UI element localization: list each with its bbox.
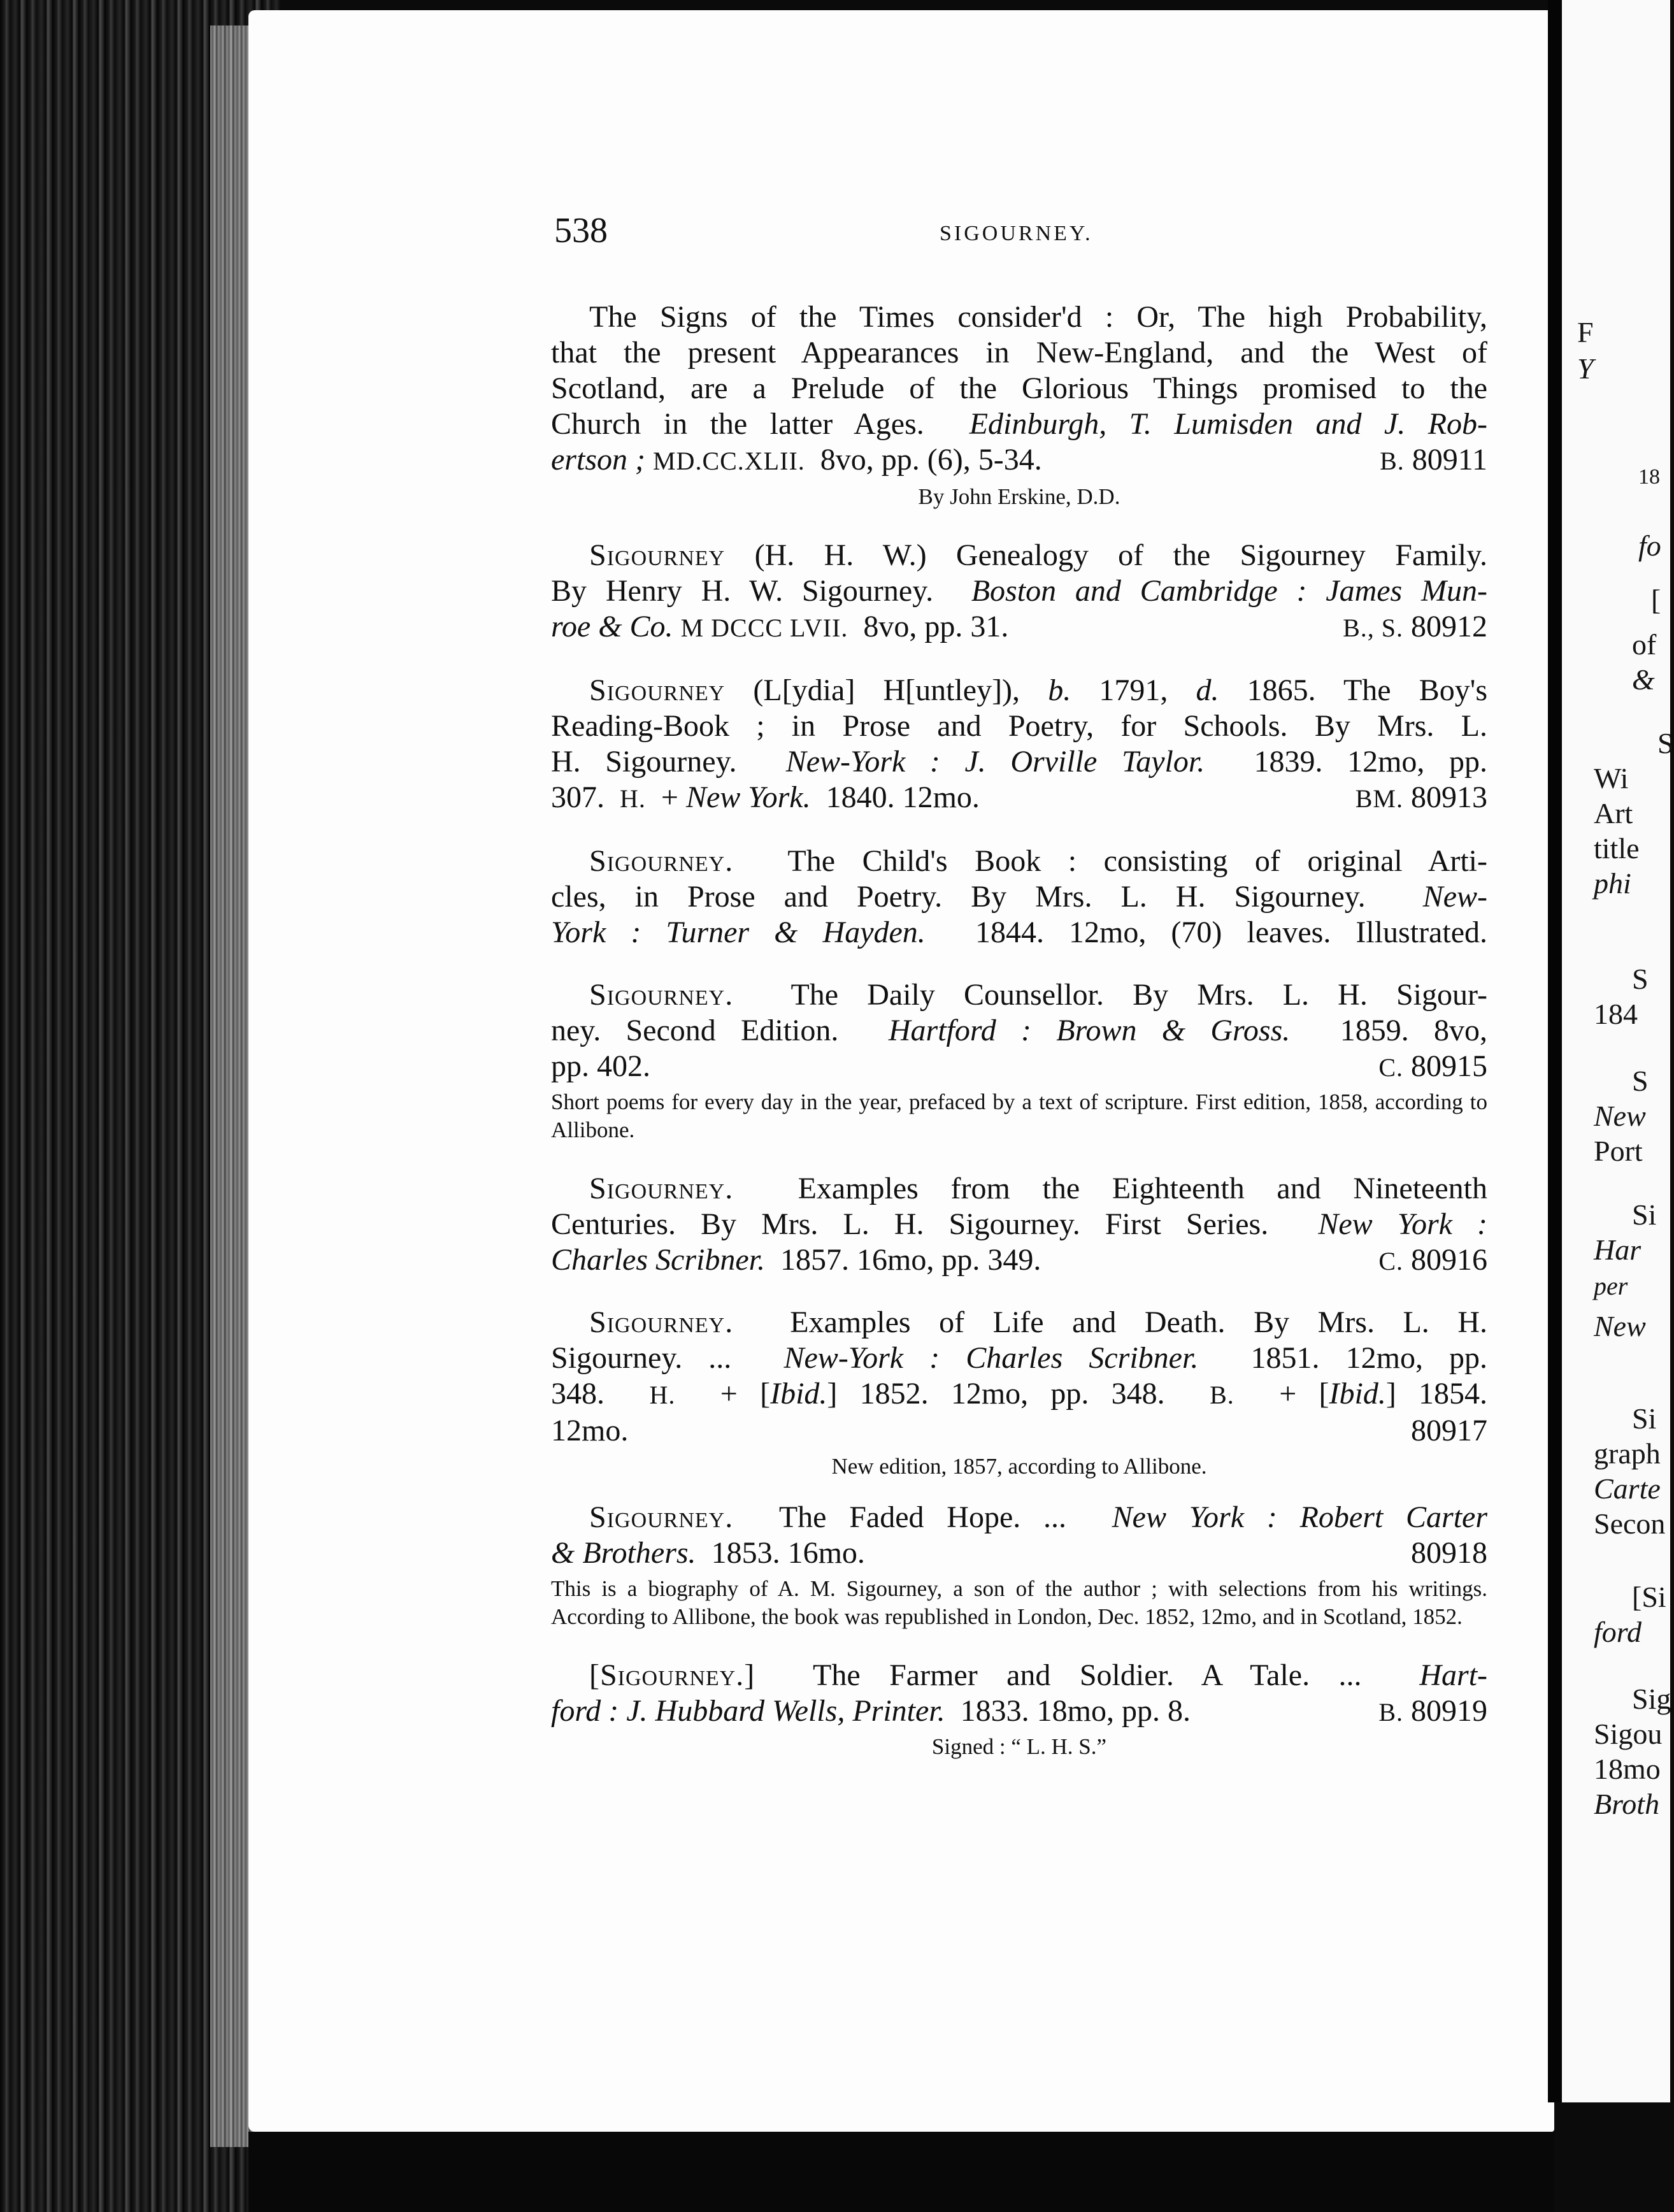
entry-text: 307. [551, 780, 604, 814]
catalog-entry-80914 [551, 844, 1487, 951]
next-page-fragment: New [1594, 1100, 1646, 1132]
entry-note: Signed : “ L. H. S.” [931, 1734, 1107, 1759]
next-page-fragment: Broth [1594, 1788, 1660, 1820]
imprint: York : Turner & Hayden. [551, 916, 926, 949]
entry-text: b. [1048, 673, 1071, 707]
library-code: H. [649, 1381, 676, 1409]
entry-text: Examples of Life and Death. By Mrs. L. H. [790, 1305, 1488, 1339]
entry-text: The Farmer and Soldier. A Tale. ... [813, 1658, 1362, 1692]
entry-text: 1833. 18mo, pp. 8. [960, 1694, 1191, 1728]
next-page-fragment: [Si [1632, 1581, 1666, 1613]
next-page-fragment: Sigou [1594, 1718, 1663, 1750]
entry-text: ] 1854. [1385, 1377, 1488, 1411]
entry-note: This is a biography of A. M. Sigourney, a son of the author ; with selections from his writings. According to Allibone, the book was republished in London, Dec. 1852, 12mo, and in Scotland, 1852. [551, 1576, 1487, 1629]
entry-heading: Sigourney. [589, 1305, 734, 1339]
next-page-fragment: Port [1594, 1135, 1643, 1167]
next-page-fragment: graph [1594, 1437, 1661, 1470]
catalog-entry-80916 [551, 1171, 1487, 1278]
entry-text: By Henry H. W. Sigourney. [551, 574, 934, 608]
entry-text: + [661, 780, 678, 814]
entry-text: The Daily Counsellor. By Mrs. L. H. Sigour- [790, 978, 1488, 1012]
entry-note: Short poems for every day in the year, prefaced by a text of scripture. First edition, 1858, according to Allibone. [551, 1089, 1487, 1142]
next-page-fragment: S [1632, 1065, 1649, 1097]
entry-number: 80917 [1411, 1414, 1487, 1447]
catalog-entry-80913 [551, 673, 1487, 817]
catalog-entry-80919 [551, 1658, 1487, 1761]
entry-heading: Sigourney. [589, 1500, 734, 1534]
next-page-fragment: Carte [1594, 1472, 1661, 1505]
entry-text: Ibid. [770, 1377, 827, 1411]
entry-number: 80915 [1411, 1049, 1487, 1083]
next-page-fragment: Secon [1594, 1507, 1666, 1540]
next-page-fragment: per [1594, 1272, 1628, 1300]
entry-text: + [ [1279, 1377, 1329, 1411]
entry-text: ] 1852. 12mo, pp. 348. [827, 1377, 1165, 1411]
imprint: & Brothers. [551, 1536, 696, 1570]
catalog-entry-80918 [551, 1500, 1487, 1631]
entry-text: (H. H. W.) Genealogy of the Sigourney Family. [754, 538, 1488, 572]
next-page-fragment: 184 [1594, 998, 1638, 1030]
imprint: New-York : J. Orville Taylor. [785, 745, 1205, 779]
imprint: New York. [685, 780, 811, 814]
entry-text: The Faded Hope. ... [778, 1500, 1067, 1534]
entry-heading: Sigourney. [589, 1172, 734, 1205]
entry-note: New edition, 1857, according to Allibone. [831, 1454, 1207, 1479]
format: 8vo, pp. 31. [863, 610, 1009, 643]
entry-number: 80912 [1411, 610, 1487, 643]
next-page-fragment: [ [1651, 584, 1661, 616]
imprint: Hartford : Brown & Gross. [888, 1014, 1291, 1047]
imprint: Charles Scribner. [551, 1243, 765, 1277]
next-page-fragment: F [1577, 316, 1594, 348]
catalog-entry-80912 [551, 538, 1487, 646]
next-page-fragment: & [1632, 663, 1655, 696]
next-page-fragment: fo [1638, 529, 1661, 562]
imprint: New-York : Charles Scribner. [783, 1341, 1199, 1375]
entry-text: Examples from the Eighteenth and Nineteenth [798, 1172, 1487, 1205]
entry-text: Sigourney. ... [551, 1341, 732, 1375]
imprint: roe & Co. [551, 610, 673, 643]
imprint: New- [1422, 880, 1487, 914]
entry-text: (L[ydia] H[untley]), [753, 673, 1020, 707]
entry-text: cles, in Prose and Poetry. By Mrs. L. H. Sigourney. [551, 880, 1366, 914]
next-page-fragment: Si [1632, 1402, 1657, 1435]
entry-text: + [ [720, 1377, 771, 1411]
entry-line: that the present Appearances in New-England, and the West of [551, 336, 1487, 370]
entry-heading: Sigourney [589, 673, 726, 707]
imprint: ertson ; [551, 443, 645, 477]
next-page-fragment: Sig [1632, 1683, 1671, 1715]
catalog-entry-80911 [551, 299, 1487, 511]
catalog-entry-80917 [551, 1305, 1487, 1481]
entry-line: Scotland, are a Prelude of the Glorious Things promised to the [551, 371, 1487, 405]
library-code: BM. [1355, 784, 1403, 813]
entry-text: The Child's Book : consisting of original Arti- [787, 844, 1488, 878]
next-page-fragment: phi [1594, 867, 1631, 900]
entry-text: H. Sigourney. [551, 745, 737, 779]
entry-number: 80916 [1411, 1243, 1487, 1277]
entry-text: d. [1196, 673, 1219, 707]
entry-text: Reading-Book ; in Prose and Poetry, for Schools. By Mrs. L. [551, 709, 1487, 743]
entry-text: 1851. 12mo, pp. [1250, 1341, 1488, 1375]
entry-heading: Sigourney. [589, 978, 734, 1012]
entry-text: 1865. The Boy's [1247, 673, 1488, 707]
library-code: B., S. [1343, 614, 1403, 642]
next-page-fragment: Si [1632, 1198, 1657, 1231]
entry-text: 1791, [1099, 673, 1168, 707]
imprint: Hart- [1419, 1658, 1488, 1692]
entry-text: ney. Second Edition. [551, 1014, 839, 1047]
entry-heading: Sigourney. [589, 844, 734, 878]
next-page-fragment: S [1632, 963, 1649, 995]
library-code: B. [1380, 447, 1405, 475]
imprint: New York : [1318, 1207, 1488, 1241]
next-page-fragment: Wi [1594, 762, 1629, 794]
library-code: B. [1210, 1381, 1234, 1409]
entry-text: 1839. 12mo, pp. [1254, 745, 1488, 779]
next-page-fragment: S [1657, 727, 1674, 759]
entry-text: 1844. 12mo, (70) leaves. Illustrated. [975, 916, 1488, 949]
entry-note: By John Erskine, D.D. [918, 484, 1120, 509]
entry-number: 80911 [1412, 443, 1487, 477]
page-bottom-shadow [248, 2132, 1554, 2212]
catalog-entry-80915 [551, 977, 1487, 1144]
imprint: ford : J. Hubbard Wells, Printer. [551, 1694, 945, 1728]
next-page-fragment: title [1594, 832, 1640, 865]
entry-heading: [Sigourney.] [589, 1658, 755, 1692]
imprint: Edinburgh, T. Lumisden and J. Rob- [969, 407, 1487, 441]
entry-text: Centuries. By Mrs. L. H. Sigourney. First Series. [551, 1207, 1269, 1241]
next-page-fragment: 18mo [1594, 1753, 1661, 1785]
entry-text: 12mo. [551, 1414, 629, 1447]
library-code: B. [1378, 1698, 1403, 1727]
catalog-text [551, 299, 1487, 1761]
date: M DCCC LVII. [680, 614, 848, 642]
entry-number: 80913 [1411, 780, 1487, 814]
library-code: C. [1378, 1247, 1403, 1275]
entry-number: 80919 [1411, 1694, 1487, 1728]
next-page-sliver [1548, 0, 1674, 2102]
entry-line: The Signs of the Times consider'd : Or, The high Probability, [589, 300, 1487, 334]
next-page-fragment: New [1594, 1310, 1646, 1342]
library-code: H. [620, 784, 646, 813]
entry-text: 348. [551, 1377, 604, 1411]
entry-text: pp. 402. [551, 1049, 650, 1083]
entry-text: Ibid. [1329, 1377, 1386, 1411]
format: 8vo, pp. (6), 5-34. [820, 443, 1042, 477]
imprint: New York : Robert Carter [1112, 1500, 1488, 1534]
entry-text: 1857. 16mo, pp. 349. [780, 1243, 1041, 1277]
running-head: SIGOURNEY. [940, 222, 1093, 245]
next-page-fragment: Art [1594, 797, 1633, 830]
entry-text: 1859. 8vo, [1340, 1014, 1488, 1047]
entry-number: 80918 [1411, 1536, 1487, 1570]
imprint: Boston and Cambridge : James Mun- [971, 574, 1488, 608]
entry-text: 1853. 16mo. [711, 1536, 865, 1570]
entry-text: 1840. 12mo. [826, 780, 980, 814]
date: MD.CC.XLII. [652, 447, 805, 475]
next-page-fragment: Har [1594, 1233, 1642, 1266]
entry-heading: Sigourney [589, 538, 726, 572]
next-page-fragment: ford [1594, 1616, 1642, 1648]
next-page-fragment: 18 [1638, 465, 1660, 489]
next-page-fragment: Y [1577, 352, 1594, 385]
library-code: C. [1378, 1053, 1403, 1082]
entry-line: Church in the latter Ages. [551, 407, 924, 441]
page-number: 538 [554, 211, 608, 250]
next-page-fragment: of [1632, 628, 1657, 661]
